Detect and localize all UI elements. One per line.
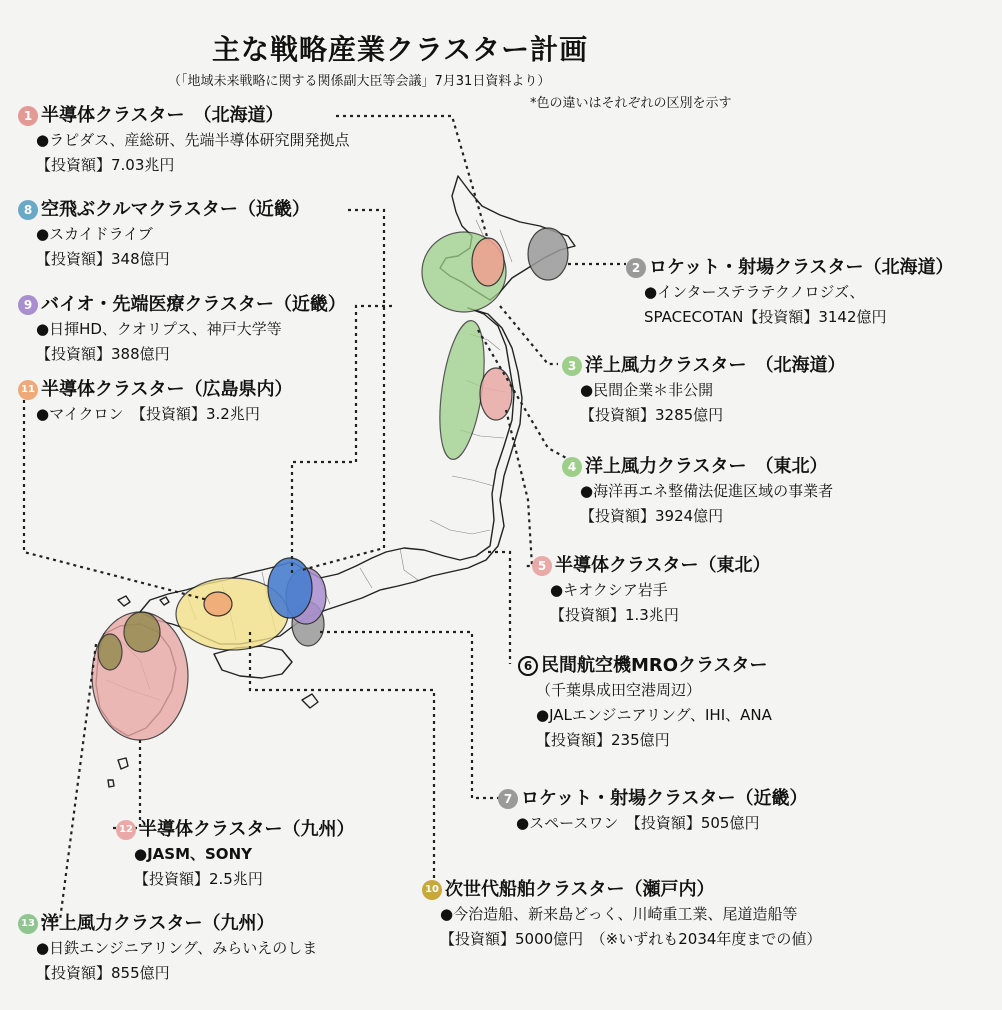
cluster-olive-kyushu-north	[124, 612, 160, 652]
cluster-name: 半導体クラスター （北海道）	[41, 105, 284, 126]
cluster-investment: 【投資額】235億円	[536, 731, 670, 749]
cluster-investment: 【投資額】3924億円	[580, 507, 724, 525]
cluster-block-3	[562, 354, 845, 428]
cluster-number-badge: 9	[18, 295, 38, 315]
cluster-block-1	[18, 104, 350, 178]
cluster-number-badge: 4	[562, 457, 582, 477]
cluster-number-badge: 10	[422, 880, 442, 900]
cluster-2-hokkaido-rocket	[528, 228, 568, 280]
cluster-investment: SPACECOTAN【投資額】3142億円	[644, 308, 887, 326]
cluster-13-kyushu-wind	[98, 634, 122, 670]
cluster-number-badge: 5	[532, 556, 552, 576]
cluster-number-badge: 6	[518, 656, 538, 676]
cluster-name: 洋上風力クラスター（九州）	[41, 913, 275, 934]
cluster-detail: ●今治造船、新来島どっく、川崎重工業、尾道造船等	[440, 905, 798, 923]
cluster-number-badge: 7	[498, 789, 518, 809]
cluster-number-badge: 8	[18, 200, 38, 220]
cluster-name: 半導体クラスター（東北）	[555, 555, 771, 576]
cluster-name: バイオ・先端医療クラスター（近畿）	[41, 294, 346, 315]
cluster-block-4	[562, 455, 833, 529]
cluster-detail: ●ラピダス、産総研、先端半導体研究開発拠点	[36, 131, 350, 149]
cluster-name: 半導体クラスター（広島県内）	[41, 379, 293, 400]
cluster-number-badge: 12	[116, 820, 136, 840]
cluster-name: 洋上風力クラスター （東北）	[585, 456, 828, 477]
cluster-name: 空飛ぶクルマクラスター（近畿）	[41, 199, 310, 220]
cluster-investment: 【投資額】3285億円	[580, 406, 724, 424]
cluster-name: 民間航空機MROクラスター	[541, 655, 768, 676]
page-title: 主な戦略産業クラスター計画	[212, 33, 589, 66]
cluster-companies: ●JALエンジニアリング、IHI、ANA	[536, 706, 772, 724]
cluster-detail: ●インターステラテクノロジズ、	[644, 283, 865, 301]
cluster-block-12	[116, 818, 354, 892]
page-subtitle: （「地域未来戦略に関する関係副大臣等会議」7月31日資料より）	[168, 74, 551, 89]
cluster-block-11	[18, 378, 292, 427]
cluster-investment: 【投資額】7.03兆円	[36, 156, 175, 174]
shikoku-outline	[214, 646, 292, 678]
cluster-block-7	[498, 787, 808, 836]
cluster-number-badge: 1	[18, 106, 38, 126]
cluster-detail: ●JASM、SONY	[134, 845, 252, 863]
cluster-block-2	[626, 256, 954, 330]
cluster-number-badge: 11	[18, 380, 38, 400]
cluster-name: ロケット・射場クラスター（北海道）	[649, 257, 954, 278]
cluster-investment: 【投資額】1.3兆円	[550, 606, 679, 624]
cluster-name: 次世代船舶クラスター（瀬戸内）	[445, 879, 715, 900]
cluster-11-hiroshima-semiconductor	[204, 592, 232, 616]
cluster-investment: 【投資額】5000億円 （※いずれも2034年度までの値）	[440, 930, 822, 948]
cluster-block-5	[532, 554, 770, 628]
cluster-detail: ●スペースワン 【投資額】505億円	[516, 814, 760, 832]
cluster-1-hokkaido-semiconductor	[472, 238, 504, 286]
cluster-detail: ●スカイドライブ	[36, 225, 153, 243]
cluster-name: ロケット・射場クラスター（近畿）	[521, 788, 808, 809]
cluster-detail: ●民間企業＊非公開	[580, 381, 714, 399]
cluster-name: 半導体クラスター（九州）	[139, 819, 355, 840]
cluster-investment: 【投資額】388億円	[36, 345, 170, 363]
cluster-investment: 【投資額】2.5兆円	[134, 870, 263, 888]
cluster-block-6	[518, 654, 772, 753]
cluster-number-badge: 2	[626, 258, 646, 278]
cluster-block-8	[18, 198, 310, 272]
cluster-detail: ●日揮HD、クオリプス、神戸大学等	[36, 320, 282, 338]
cluster-block-9	[18, 293, 346, 367]
cluster-block-13	[18, 912, 317, 986]
cluster-number-badge: 3	[562, 356, 582, 376]
color-note: *色の違いはそれぞれの区別を示す	[530, 96, 732, 111]
cluster-detail: ●海洋再エネ整備法促進区域の事業者	[580, 482, 834, 500]
cluster-detail: ●日鉄エンジニアリング、みらいえのしま	[36, 939, 318, 957]
cluster-detail: ●マイクロン 【投資額】3.2兆円	[36, 405, 260, 423]
cluster-name: 洋上風力クラスター （北海道）	[585, 355, 846, 376]
cluster-block-10	[422, 878, 821, 952]
cluster-detail: ●キオクシア岩手	[550, 581, 668, 599]
cluster-detail: （千葉県成田空港周辺）	[536, 681, 702, 699]
cluster-investment: 【投資額】348億円	[36, 250, 170, 268]
cluster-number-badge: 13	[18, 914, 38, 934]
cluster-8-kinki-flying-car	[268, 558, 312, 618]
cluster-investment: 【投資額】855億円	[36, 964, 170, 982]
